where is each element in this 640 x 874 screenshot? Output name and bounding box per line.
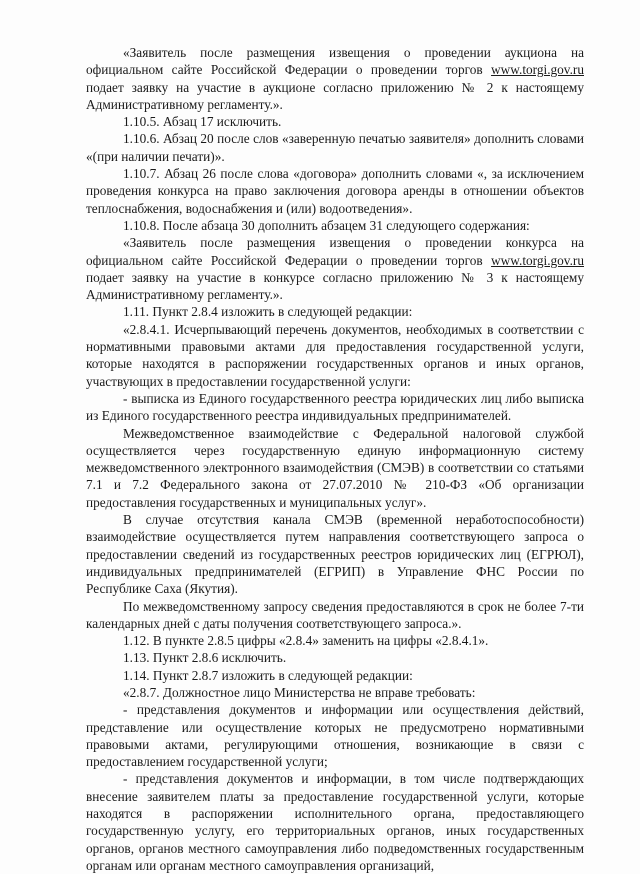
- paragraph: [86, 234, 584, 303]
- paragraph: [86, 511, 584, 597]
- paragraph: [86, 684, 584, 701]
- paragraph: [86, 390, 584, 425]
- paragraph-text: 1.12. В пункте 2.8.5 цифры «2.8.4» заменить на цифры «2.8.4.1».: [123, 633, 489, 649]
- paragraph-text: «2.8.4.1. Исчерпывающий перечень документов, необходимых в соответствии с нормативными правовыми актами для предоставления государственной услуги, которые находятся в распоряжении государственных органов и иных органов, участвующих в предоставлении государственной услуги:: [86, 321, 584, 389]
- document-body: [86, 44, 584, 874]
- paragraph-text: 1.14. Пункт 2.8.7 изложить в следующей редакции:: [123, 667, 413, 683]
- paragraph-text: По межведомственному запросу сведения предоставляются в срок не более 7-ти календарных дней с даты получения соответствующего запроса.».: [86, 598, 584, 631]
- paragraph: [86, 303, 584, 320]
- paragraph-text: - представления документов и информации или осуществления действий, представление или осуществление которых не предусмотрено нормативными правовыми актами, регулирующими отношения, возникающие в связи с предоставлением государственной услуги;: [86, 702, 584, 770]
- paragraph-text: 1.10.6. Абзац 20 после слов «заверенную печатью заявителя» дополнить словами «(при наличии печати)».: [86, 131, 584, 164]
- paragraph-text: - представления документов и информации, в том числе подтверждающих внесение заявителем платы за предоставление государственной услуги, которые находятся в распоряжении исполнительного органа, предоставляющего государственную услугу, его территориальных органов, иных государственных органов, органов местного самоуправления либо подведомственных государственным органам или органам местного самоуправления организаций,: [86, 771, 584, 873]
- paragraph-text: «Заявитель после размещения извещения о проведении аукциона на официальном сайте Российской Федерации о проведении торгов: [86, 45, 584, 78]
- paragraph-text: «2.8.7. Должностное лицо Министерства не вправе требовать:: [123, 684, 476, 700]
- paragraph: [86, 130, 584, 165]
- paragraph-text: 1.13. Пункт 2.8.6 исключить.: [123, 650, 287, 666]
- torgi-link[interactable]: www.torgi.gov.ru: [491, 252, 584, 268]
- paragraph: [86, 165, 584, 217]
- paragraph-text: 1.10.7. Абзац 26 после слова «договора» дополнить словами «, за исключением проведения конкурса на право заключения договора аренды в отношении объектов теплоснабжения, водоснабжения и (или) водоотведения».: [86, 166, 584, 216]
- paragraph-text: 1.10.8. После абзаца 30 дополнить абзацем 31 следующего содержания:: [123, 217, 530, 233]
- paragraph-text: «Заявитель после размещения извещения о проведении конкурса на официальном сайте Российской Федерации о проведении торгов: [86, 235, 584, 268]
- paragraph-text: В случае отсутствия канала СМЭВ (временной неработоспособности) взаимодействие осуществляется путем направления соответствующего запроса о предоставлении сведений из государственных реестров юридических лиц (ЕГРЮЛ), индивидуальных предпринимателей (ЕГРИП) в Управление ФНС России по Республике Саха (Якутия).: [86, 512, 584, 597]
- paragraph: [86, 44, 584, 113]
- paragraph: [86, 425, 584, 511]
- paragraph-text: подает заявку на участие в конкурсе согласно приложению № 3 к настоящему Административному регламенту.».: [86, 269, 584, 303]
- torgi-link[interactable]: www.torgi.gov.ru: [491, 62, 584, 78]
- paragraph: [86, 632, 584, 649]
- paragraph: [86, 649, 584, 666]
- paragraph: [86, 598, 584, 633]
- paragraph-text: подает заявку на участие в аукционе согласно приложению № 2 к настоящему Административному регламенту.».: [86, 79, 584, 112]
- paragraph: [86, 701, 584, 770]
- paragraph-text: 1.11. Пункт 2.8.4 изложить в следующей редакции:: [123, 304, 413, 320]
- paragraph: [86, 770, 584, 874]
- paragraph: [86, 113, 584, 130]
- paragraph-text: 1.10.5. Абзац 17 исключить.: [123, 114, 282, 130]
- paragraph-text: Межведомственное взаимодействие с Федеральной налоговой службой осуществляется через государственную единую информационную систему межведомственного электронного взаимодействия (СМЭВ) в соответствии со статьями 7.1 и 7.2 Федерального закона от 27.07.2010 № 210-ФЗ «Об организации предоставления государственных и муниципальных услуг».: [86, 425, 584, 510]
- paragraph-text: - выписка из Единого государственного реестра юридических лиц либо выписка из Единого государственного реестра индивидуальных предпринимателей.: [86, 390, 584, 424]
- paragraph: [86, 667, 584, 684]
- paragraph: [86, 217, 584, 234]
- paragraph: [86, 321, 584, 390]
